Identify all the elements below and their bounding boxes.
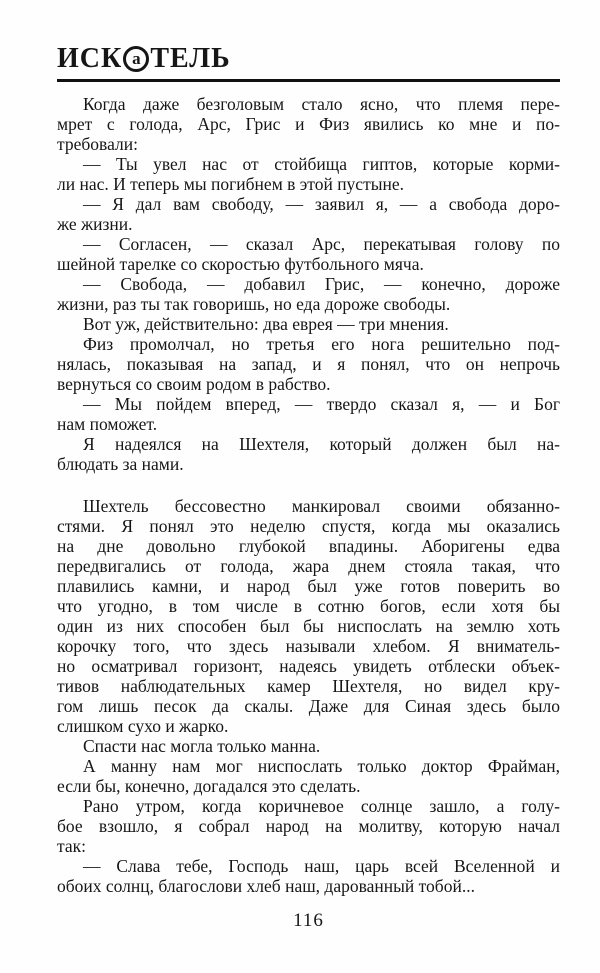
paragraph	[57, 234, 560, 274]
logo-circled-letter: а	[132, 48, 141, 68]
paragraph	[57, 194, 560, 234]
text-line: — Ты увел нас от стойбища гиптов, которые корми-	[83, 154, 560, 174]
text-line: слишком сухо и жарко.	[57, 716, 229, 736]
text-line: блюдать за нами.	[57, 454, 184, 474]
text-line: — Согласен, — сказал Арс, перекатывая голову по	[83, 234, 560, 254]
paragraph	[57, 94, 560, 154]
text-line: обоих солнц, благослови хлеб наш, дарованный тобой...	[57, 876, 475, 896]
header-rule	[57, 79, 560, 82]
text-line: — Слава тебе, Господь наш, царь всей Вселенной и	[83, 856, 560, 876]
text-line: мрет с голода, Арс, Грис и Физ явились ко мне и по-	[57, 114, 560, 134]
text-line: Когда даже безголовым стало ясно, что племя пере-	[83, 94, 560, 114]
text-line: нам поможет.	[57, 414, 158, 434]
logo-text-right: ТЕЛЬ	[150, 43, 231, 74]
text-line: один из них способен был бы ниспослать на землю хоть	[57, 616, 560, 636]
text-line: требовали:	[57, 134, 138, 154]
page-footer	[0, 910, 600, 932]
magazine-header	[0, 0, 600, 82]
paragraph	[57, 856, 560, 896]
text-line: Физ промолчал, но третья его нога решительно под-	[83, 334, 560, 354]
text-line: плавились камни, и народ был уже готов поверить во	[57, 576, 560, 596]
text-line: Я надеялся на Шехтеля, который должен был на-	[83, 434, 560, 454]
text-line: — Я дал вам свободу, — заявил я, — а свобода доро-	[83, 194, 560, 214]
text-line: — Мы пойдем вперед, — твердо сказал я, — и Бог	[83, 394, 560, 414]
text-line: Спасти нас могла только манна.	[83, 736, 321, 756]
paragraph	[57, 334, 560, 394]
text-line: тивов наблюдательных камер Шехтеля, но видел кру-	[57, 676, 560, 696]
paragraph	[57, 394, 560, 434]
text-line: ли нас. И теперь мы погибнем в этой пустыне.	[57, 174, 404, 194]
text-line: Рано утром, когда коричневое солнце зашло, а голу-	[83, 796, 560, 816]
text-line: на дне довольно глубокой впадины. Аборигены едва	[57, 536, 560, 556]
text-line: бое взошло, я собрал народ на молитву, которую начал	[57, 816, 560, 836]
page-number: 116	[293, 910, 324, 931]
magazine-logo	[57, 44, 600, 74]
paragraph	[57, 314, 560, 334]
paragraph	[57, 736, 560, 756]
text-line: передвигались от голода, жара днем стояла такая, что	[57, 556, 560, 576]
text-line: жизни, раз ты так говоришь, но еда дороже свободы.	[57, 294, 451, 314]
text-line: гом лишь песок да скалы. Даже для Синая здесь было	[57, 696, 560, 716]
paragraph	[57, 434, 560, 474]
text-line: если бы, конечно, догадался это сделать.	[57, 776, 361, 796]
paragraph	[57, 154, 560, 194]
text-line: — Свобода, — добавил Грис, — конечно, дороже	[83, 274, 560, 294]
text-line: но осматривал горизонт, надеясь увидеть отблески объек-	[57, 656, 560, 676]
text-line: стями. Я понял это неделю спустя, когда мы оказались	[57, 516, 560, 536]
logo-text-left: ИСК	[57, 43, 123, 74]
paragraph	[57, 796, 560, 856]
text-line: корочку того, что здесь называли хлебом. Я вниматель-	[57, 636, 560, 656]
text-block	[57, 94, 560, 896]
paragraph	[57, 496, 560, 736]
text-line: А манну нам мог ниспослать только доктор Фрайман,	[83, 756, 560, 776]
text-line: нялась, показывая на запад, и я понял, что он непрочь	[57, 354, 560, 374]
text-line: вернуться со своим родом в рабство.	[57, 374, 331, 394]
text-line: Вот уж, действительно: два еврея — три мнения.	[83, 314, 449, 334]
paragraph	[57, 756, 560, 796]
text-line: шейной тарелке со скоростью футбольного мяча.	[57, 254, 424, 274]
text-line: так:	[57, 836, 86, 856]
paragraph	[57, 274, 560, 314]
logo-circled-a-icon	[123, 46, 149, 72]
text-line: же жизни.	[57, 214, 133, 234]
text-line: Шехтель бессовестно манкировал своими обязанно-	[83, 496, 560, 516]
text-line: что угодно, в том числе в сотню богов, если хотя бы	[57, 596, 560, 616]
